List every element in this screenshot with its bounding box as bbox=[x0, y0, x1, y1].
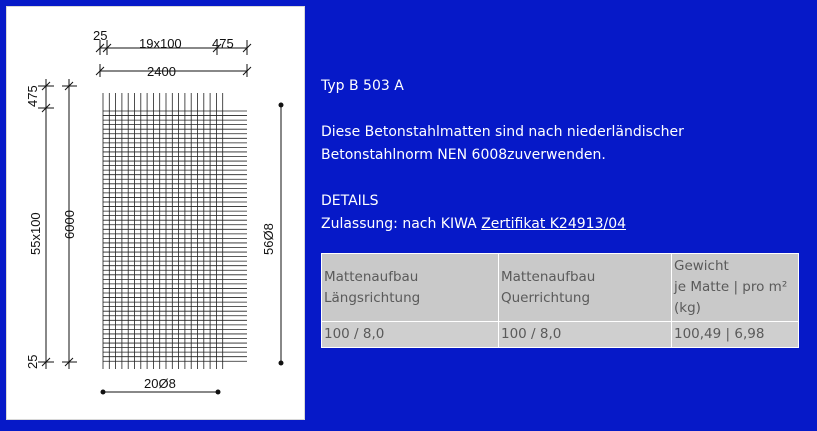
dim-width: 2400 bbox=[147, 64, 176, 79]
details-heading: DETAILS bbox=[321, 193, 379, 209]
header-cell-line: (kg) bbox=[674, 300, 701, 316]
description-line-1: Diese Betonstahlmatten sind nach niederländischer bbox=[321, 124, 684, 140]
right-bar-start-dot bbox=[279, 103, 284, 108]
dim-left-mid: 55x100 bbox=[28, 212, 43, 255]
header-laengsrichtung bbox=[322, 254, 499, 322]
header-cell-line: je Matte | pro m² bbox=[674, 279, 788, 295]
bars-vertical-label: 56Ø8 bbox=[261, 223, 276, 255]
bottom-bar-end-dot bbox=[216, 390, 221, 395]
mesh-grid bbox=[103, 93, 247, 369]
dim-top-mid: 19x100 bbox=[139, 36, 182, 51]
table-cell-querrichtung: 100 / 8,0 bbox=[499, 322, 672, 348]
description-line-2: Betonstahlnorm NEN 6008zuverwenden. bbox=[321, 147, 606, 163]
approval-line bbox=[321, 213, 811, 236]
dim-top-left: 25 bbox=[93, 28, 108, 43]
header-cell-line: Querrichtung bbox=[501, 289, 591, 306]
mesh-drawing-svg bbox=[7, 7, 306, 421]
right-bar-end-dot bbox=[279, 361, 284, 366]
approval-prefix: Zulassung: nach KIWA bbox=[321, 216, 482, 232]
dim-left-bottom: 25 bbox=[25, 354, 40, 369]
dim-height: 6000 bbox=[62, 210, 77, 239]
product-description bbox=[321, 75, 811, 236]
table-header-row bbox=[322, 254, 799, 322]
bars-horizontal-label: 20Ø8 bbox=[144, 376, 176, 391]
dim-top-right: 475 bbox=[212, 36, 234, 51]
bottom-bar-start-dot bbox=[101, 390, 106, 395]
header-querrichtung bbox=[499, 254, 672, 322]
header-cell-line: Längsrichtung bbox=[324, 289, 421, 306]
table-cell-laengsrichtung: 100 / 8,0 bbox=[322, 322, 499, 348]
table-cell-gewicht: 100,49 | 6,98 bbox=[672, 322, 799, 348]
certificate-link[interactable]: Zertifikat K24913/04 bbox=[481, 216, 627, 232]
header-cell-line: Mattenaufbau bbox=[324, 268, 419, 285]
header-cell-line: Gewicht bbox=[674, 258, 729, 274]
spec-table bbox=[321, 253, 799, 348]
table-row bbox=[322, 322, 799, 348]
mesh-drawing bbox=[6, 6, 305, 420]
header-cell-line: Mattenaufbau bbox=[501, 268, 596, 285]
header-gewicht bbox=[672, 254, 799, 322]
type-line: Typ B 503 A bbox=[321, 78, 404, 94]
dim-left-top: 475 bbox=[25, 85, 40, 107]
